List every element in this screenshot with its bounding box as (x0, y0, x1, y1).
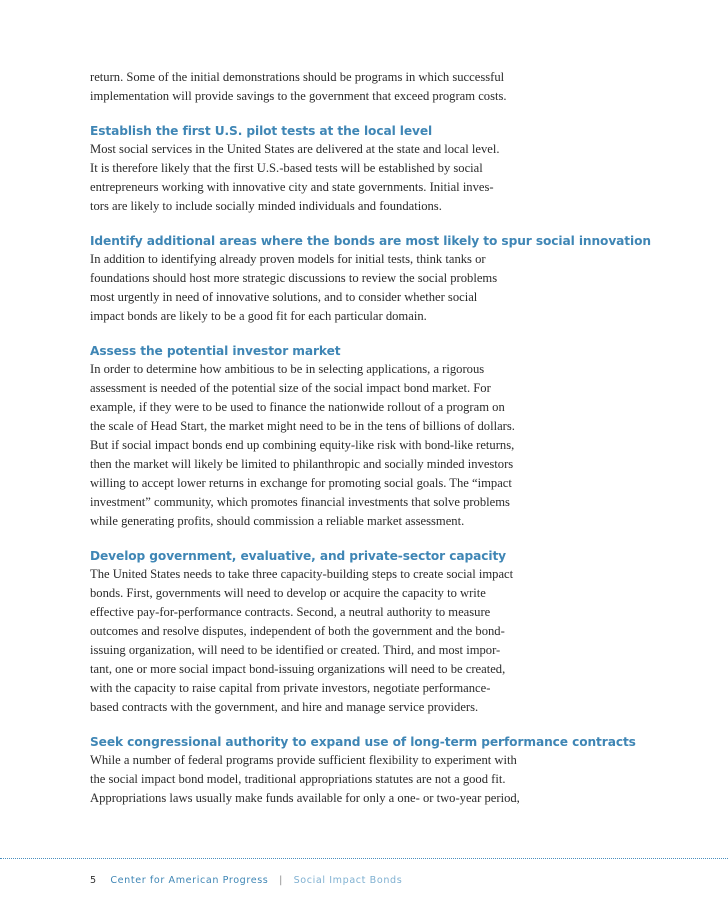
text-line: entrepreneurs working with innovative city and state governments. Initial inves- (90, 180, 494, 194)
text-line: assessment is needed of the potential size of the social impact bond market. For (90, 381, 491, 395)
text-line: tors are likely to include socially minded individuals and foundations. (90, 199, 442, 213)
text-line: effective pay-for-performance contracts. Second, a neutral authority to measure (90, 605, 491, 619)
footer-dotted-rule (0, 858, 728, 859)
section-heading: Develop government, evaluative, and private-sector capacity (90, 549, 507, 563)
text-line: return. Some of the initial demonstrations should be programs in which successful (90, 70, 505, 84)
text-line: the social impact bond model, traditional appropriations statutes are not a good fit. (90, 772, 506, 786)
page-number: 5 (90, 875, 97, 886)
text-line: then the market will likely be limited to philanthropic and socially minded investors (90, 457, 514, 471)
text-line: tant, one or more social impact bond-issuing organizations will need to be created, (90, 662, 506, 676)
text-line: based contracts with the government, and hire and manage service providers. (90, 700, 479, 714)
section-body (90, 565, 530, 717)
text-line: with the capacity to raise capital from private investors, negotiate performance- (90, 681, 491, 695)
section-body (90, 250, 530, 326)
section-additional-areas (90, 232, 651, 326)
section-heading: Identify additional areas where the bonds are most likely to spur social innovation (90, 234, 651, 248)
section-body (90, 360, 530, 531)
text-line: while generating profits, should commission a reliable market assessment. (90, 514, 465, 528)
text-line: issuing organization, will need to be identified or created. Third, and most impor- (90, 643, 501, 657)
section-local-pilot-tests (90, 122, 530, 216)
section-body (90, 751, 530, 808)
text-line: It is therefore likely that the first U.S.-based tests will be established by social (90, 161, 483, 175)
text-line: In order to determine how ambitious to be in selecting applications, a rigorous (90, 362, 485, 376)
text-line: impact bonds are likely to be a good fit for each particular domain. (90, 309, 427, 323)
section-body (90, 140, 530, 216)
section-heading: Establish the first U.S. pilot tests at the local level (90, 124, 433, 138)
footer-separator: | (279, 875, 283, 886)
section-capacity (90, 547, 530, 717)
section-congressional-authority (90, 733, 636, 808)
text-line: In addition to identifying already proven models for initial tests, think tanks or (90, 252, 486, 266)
intro-paragraph (90, 68, 530, 106)
page-footer (90, 875, 402, 886)
text-line: bonds. First, governments will need to develop or acquire the capacity to write (90, 586, 486, 600)
text-line: While a number of federal programs provide sufficient flexibility to experiment with (90, 753, 517, 767)
text-line: the scale of Head Start, the market might need to be in the tens of billions of dollars. (90, 419, 515, 433)
text-line: But if social impact bonds end up combining equity-like risk with bond-like returns, (90, 438, 515, 452)
section-heading: Assess the potential investor market (90, 344, 341, 358)
text-line: example, if they were to be used to finance the nationwide rollout of a program on (90, 400, 505, 414)
footer-organization: Center for American Progress (110, 875, 269, 886)
text-line: The United States needs to take three capacity-building steps to create social impact (90, 567, 514, 581)
text-line: Most social services in the United States are delivered at the state and local level. (90, 142, 500, 156)
text-line: implementation will provide savings to the government that exceed program costs. (90, 89, 507, 103)
text-line: willing to accept lower returns in exchange for promoting social goals. The “impact (90, 476, 512, 490)
section-heading: Seek congressional authority to expand use of long-term performance contracts (90, 735, 636, 749)
text-line: Appropriations laws usually make funds available for only a one- or two-year period, (90, 791, 520, 805)
page-content (90, 68, 651, 808)
footer-report-title: Social Impact Bonds (293, 875, 403, 886)
text-line: foundations should host more strategic discussions to review the social problems (90, 271, 498, 285)
text-line: most urgently in need of innovative solutions, and to consider whether social (90, 290, 478, 304)
text-line: outcomes and resolve disputes, independent of both the government and the bond- (90, 624, 505, 638)
text-line: investment” community, which promotes financial investments that solve problems (90, 495, 510, 509)
section-investor-market (90, 342, 530, 531)
